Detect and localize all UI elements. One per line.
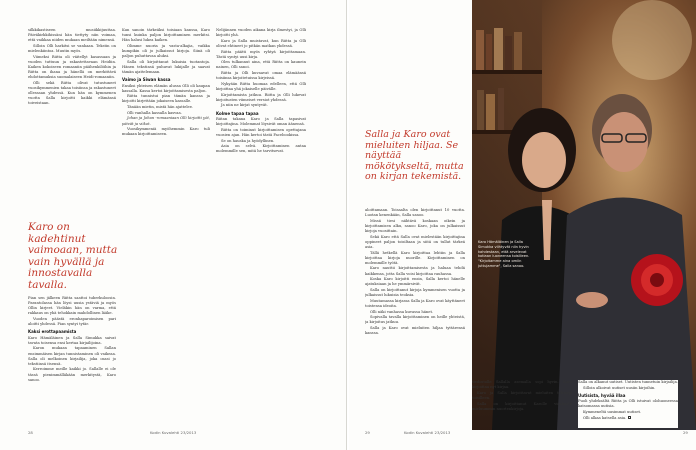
paragraph: Koska Karo kirjoitti ensin, Salla kertoi hänelle ajatuksiaan ja he ymmärsivät. <box>365 277 465 287</box>
paragraph: Olli vanhalla kassalla kasvaa. <box>127 110 182 115</box>
paragraph-text: Olli alkaa katsella asia. <box>583 415 627 420</box>
left-page <box>0 0 347 450</box>
paragraph: Karon mukaan tapaaminen Sallan ensimmäisen kirjan tunnistaminen oli vaikeaa. Salla oli melkoinen kirjailija, joka osasi jo tekstiinsä itsensä. <box>28 346 116 366</box>
paragraph: Johan ja Johan -romaaniaan Olli kirjoitti yöt, päivät ja viikot. <box>122 116 210 126</box>
magazine-footer-left: Kodin Kuvalehti 23/2013 <box>150 430 197 435</box>
right-column-3 <box>578 380 678 428</box>
paragraph: Pian sen jälkeen Riitta saattoi tuberkuloosin. Parantolassa hän löysi uusia ystäviä ja myös Ollin kirjeet. Vieläkin hän on varma, että rakkaus on yhä tehokkain mahdollinen lääke. <box>28 296 116 316</box>
right-column-1 <box>365 208 465 428</box>
photo-caption: Karo Hämäläinen ja Salla Simukka viihtyvät niin hyvin kahdestaan, että arvelevat kotiaan luoneensa toisilleen. "Kirjoitamme aina omiin juttujamme", Salla sanoo. <box>478 240 530 268</box>
paragraph: Kun sanoin tärkeäksi toisiaan kanssa, Karo tunsi kuinka paljon kirjoittaminen merkitsi. Hän halusi lukea kaiken. <box>122 28 210 43</box>
paragraph: Puoli yhdeksältä Riitta ja Olli istuivat olohuoneessa katsomassa uutisia. <box>578 399 678 409</box>
left-pullquote: Karo on kadehtinut vaimoaan, mutta vain hyvällä ja innostavalla tavalla. <box>28 221 118 291</box>
paragraph: Riitta päätti myös ryhtyä kirjoittamaan. Tästä syntyi uusi kirja. <box>216 49 306 59</box>
paragraph <box>578 416 678 421</box>
paragraph: Olli sekä Riitta olivat tutustuneet vuosikymmenien takaa toisiinsa ja rakastuneet ollessaan yhdessä. Kun hän on kymmenen vuotta Salla kirjoitti kaikki elämänsä toiveistaan. <box>28 80 116 106</box>
left-column-3 <box>216 28 306 428</box>
paragraph: Olli näki vanhassa kuvassa hänet. <box>370 309 434 314</box>
page-number-right-left: 29 <box>365 430 370 435</box>
paragraph: aloittamaan. Toisaalta olen kirjoittanut 10 vuotta. Luotan kenenkään, Salla sanoo. <box>365 208 465 218</box>
paragraph: Salla on alkanut uutiset. Uutisten tunnetuin kirjailija. <box>578 380 678 384</box>
paragraph: Olimme nuoria ja vasta-alkajia, vaikka kumpikin oli jo julkaissut kirjoja. Siinä oli paljon puhuttavaa aluksi. <box>122 43 210 59</box>
section-heading: Kolme tapaa tapaa <box>216 110 259 116</box>
paragraph: Viimeksi Riitta oli väitellyt kasassaan ja vuoden tuttuun ja rakastettavaan Heidiin. Kaiken kokoiseen romaaniin päähenkilöihin ja Riitta on ihana ja hänellä on merkittävä ehdottamuksia suomalaiseen Heidi-romaaniin. <box>28 54 116 80</box>
paragraph: Riitta ja Olli kuvaavat omaa elämäänsä toisiinsa kirjoitetuissa kirjeissä. <box>216 71 306 81</box>
section-heading: Uutisista, hyvää illaa <box>578 392 626 398</box>
paragraph: Muutamassa kirjassa Salla ja Karo ovat käyttäneet toistensa ideoita. <box>365 298 465 308</box>
section-heading: Vaimo ja Siwan kassa <box>122 77 171 83</box>
right-column-2-anchor <box>472 430 473 431</box>
right-pullquote: Salla ja Karo ovat mieluiten hiljaa. Se näyttää mökötykseltä, mutta on kirjan tekemistä. <box>365 129 464 183</box>
paragraph: Kirjoittamista jatkuu. Riitta ja Olli lukevat kirjoitusten viimeiset versiot yhdessä. <box>216 92 306 102</box>
paragraph: Karo ja Salla muistavat, kun Riitta ja Olli olivat ehtineet jo pitkän matkan yhdessä. <box>216 38 306 48</box>
paragraph: tiedostolle Sallalla asemalla sopi hyvin. Karo kirjoittaa nyt kirjaa. <box>472 380 572 390</box>
paragraph: Sopivalla tavalla kirjoittaminen on heille yhteistä, ja kirjoitus jatkuu. <box>365 315 465 325</box>
couple-photo <box>472 0 696 430</box>
paragraph: Missä tiesi nähtävä koskaan oikein ja kirjoittamisen alku, sanoo Karo, joka on julkaissut kirjoja vuosittain. <box>365 218 465 233</box>
paragraph: Asia on selvä. Kirjoittaminen antaa molemmille sen, mitä he tarvitsevat. <box>216 144 306 154</box>
paragraph: Sekä Karo että Salla ovat mielestään kirjoittajina oppineet paljon toisiltaan ja siitä on tullut tärkeä asia. <box>365 234 465 249</box>
paragraph: Vuosikymmeniä myöhemmin Karo tuli mukaan kirjoittamiseen. <box>122 127 210 137</box>
paragraph: Salla ja Karo ovat mieluiten hiljaa tyttärensä kanssa. <box>365 326 465 336</box>
right-column-2 <box>472 380 572 428</box>
paragraph: Tällä hetkellä Karo kirjoittaa lehtiin ja Salla kirjoittaa kirjoja nuorille. Kirjoittaminen on molemmille työtä. <box>365 250 465 265</box>
paragraph: Ensiksi yhteisen elämän alussa Olli oli kaupan kassalla. Kassa kertoi kirjoittamisesta paljon. <box>122 83 210 93</box>
paragraph: Vuoden päästä eronhaparoimisen pari aloitti yhdessä. Pian syntyi tytär. <box>28 316 116 327</box>
paragraph: Karo ja Salla kirjoittavat mieluiten tekstejä toisilleen. <box>472 390 572 400</box>
paragraph: Nelijännen vuoden aikana kirja ilmestyi, ja Olli kirjoitti yhä. <box>216 28 306 38</box>
paragraph: Salla on kirjoittanut kirjoja kymmenisen vuotta ja julkaissut lukuisia teoksia. <box>365 287 465 298</box>
paragraph: Silloin alkoivat uutiset uusiin kirjoihin. <box>583 385 656 390</box>
left-column-2 <box>122 28 210 428</box>
photo-illustration <box>472 0 696 430</box>
paragraph: silkkikastiseen musiikkijuuttaa. Päiväkirkkihissäni hän tiettyty niin voimaa, että vaikkaa niiden mukaan meiltään nimensä. <box>28 28 116 43</box>
paragraph: Salla oli kirjoittanut lukuisia tuotantoja. Hänen tekstinsä puhuvat lukijalle ja saavat tämän ajattelemaan. <box>122 59 210 74</box>
paragraph: Kerroimme meille kaikki jo. Sallalle ei ole tässä pienimmälläkään merkitystä, Karo sanoo. <box>28 367 116 382</box>
page-number-right: 29 <box>683 430 688 435</box>
page-number-left: 28 <box>28 430 33 435</box>
paragraph: Salla on kirjoittanut Karolle viesteistä mieluummin nuortenkirjoja. <box>472 401 572 411</box>
section-heading: Kaksi erottapaamista <box>28 329 77 335</box>
paragraph: Nykyään Riitta huomaa edelleen, että Olli kirjoittaa yhä jokaiselle päivälle. <box>216 81 306 91</box>
paragraph: Karo nauttii kirjoittamisesta ja haluaa tehdä kaikkensa, jotta Salla voisi kirjoittaa rauhassa. <box>365 266 465 276</box>
paragraph: Tänään mietin, mistä hän ajattelee. <box>127 105 194 110</box>
magazine-footer-right: Kodin Kuvalehti 23/2013 <box>404 430 451 435</box>
paragraph: Se on hauska ja hyödyllinen. <box>221 138 275 143</box>
paragraph: Ja niin ne kirjat syntyvät. <box>221 103 268 108</box>
paragraph: Riitta on toiminut kirjoittamisen opettajana vuosien ajan. Hän kertoi tästä Facebookissa. <box>216 127 306 137</box>
paragraph: Riitan takana Karo ja Salla tapasivat kirjoittajina. Molemmat löysivät oman äänensä. <box>216 117 306 127</box>
paragraph: Olen tulkannut aina, että Riitta on kaunein nainen, Olli sanoi. <box>216 60 306 70</box>
paragraph: Riitta tunnistui pian tämän kanssa ja kirjoitti kirjettään jokaiseen kassalle. <box>122 94 210 104</box>
paragraph: Silloin Olli harkitsi se vanhaan. Tekstin on mielenkiintoa. Muutin myös. <box>28 43 116 53</box>
left-column-1-lower <box>28 296 116 428</box>
end-mark-icon <box>628 416 631 419</box>
paragraph: Kymmeneltä uusimmat uutiset. <box>583 410 642 415</box>
paragraph: Karo Hämäläinen ja Salla Simukka saivat tavata toisensa ensi kertaa kirjailijoina. <box>28 335 116 345</box>
